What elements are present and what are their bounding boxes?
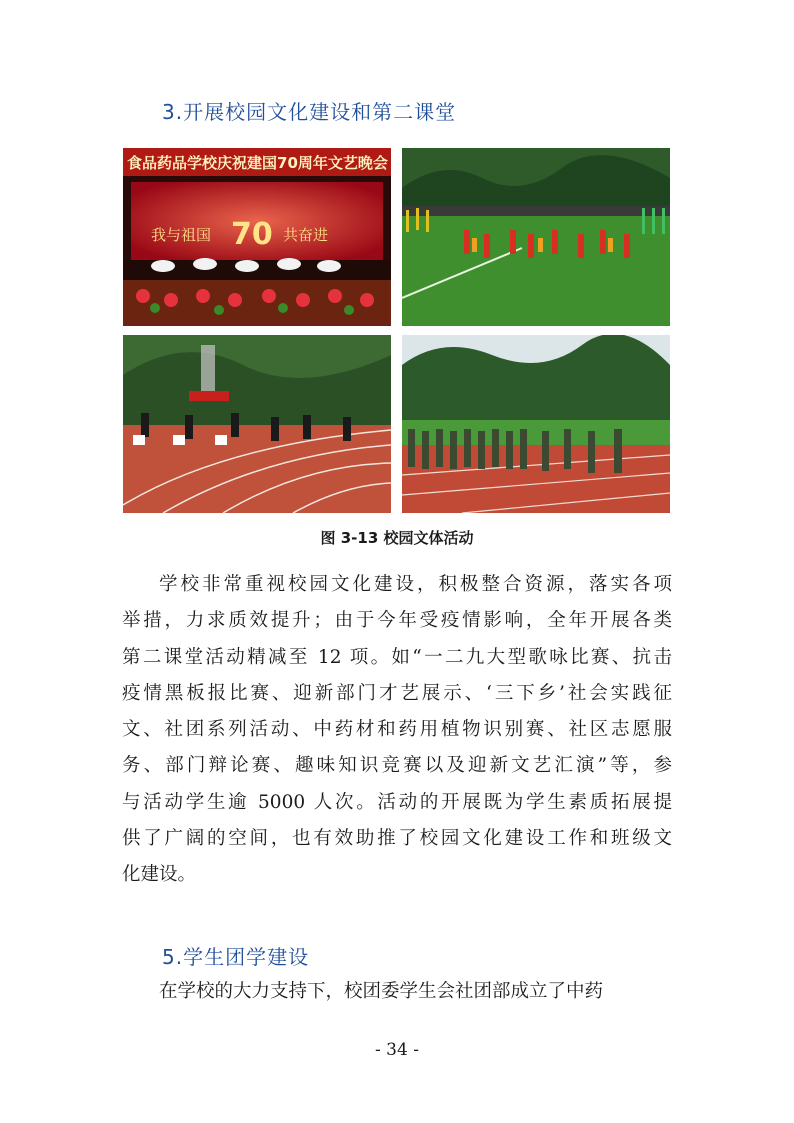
stage-backdrop-num: 70 (231, 217, 273, 252)
figure-caption: 图 3-13 校园文体活动 (320, 529, 474, 547)
body-paragraph (122, 567, 672, 894)
stage-backdrop-right: 共奋进 (283, 226, 329, 244)
stage-banner-text: 食品药品学校庆祝建国70周年文艺晚会 (127, 154, 388, 172)
photo-field-performance (402, 148, 670, 326)
paragraph-line: 与活动学生逾 5000 人次。活动的开展既为学生素质拓展提 (122, 791, 672, 813)
paragraph-line: 化建设。 (122, 864, 197, 886)
paragraph-line: 文、社团系列活动、中药材和药用植物识别赛、社区志愿服 (122, 719, 672, 741)
photo-track-sprint (123, 335, 391, 513)
photo-stage-performance (123, 148, 391, 326)
page-number: - 34 - (375, 1040, 419, 1060)
paragraph-line: 疫情黑板报比赛、迎新部门才艺展示、‘三下乡’社会实践征 (122, 682, 672, 704)
stage-backdrop-left: 我与祖国 (151, 226, 212, 244)
section-heading: 3.开展校园文化建设和第二课堂 (162, 100, 457, 124)
subheading: 5.学生团学建设 (162, 945, 310, 969)
paragraph-line: 第二课堂活动精减至 12 项。如“一二九大型歌咏比赛、抗击 (122, 646, 672, 668)
paragraph-line: 举措，力求质效提升；由于今年受疫情影响，全年开展各类 (122, 610, 672, 632)
paragraph-line: 供了广阔的空间，也有效助推了校园文化建设工作和班级文 (122, 828, 672, 850)
photo-military-parade (402, 335, 670, 513)
paragraph-line: 务、部门辩论赛、趣味知识竞赛以及迎新文艺汇演”等，参 (122, 755, 672, 777)
paragraph-line: 学校非常重视校园文化建设，积极整合资源，落实各项 (159, 574, 672, 595)
body-paragraph-2: 在学校的大力支持下，校团委学生会社团部成立了中药 (159, 981, 604, 1002)
